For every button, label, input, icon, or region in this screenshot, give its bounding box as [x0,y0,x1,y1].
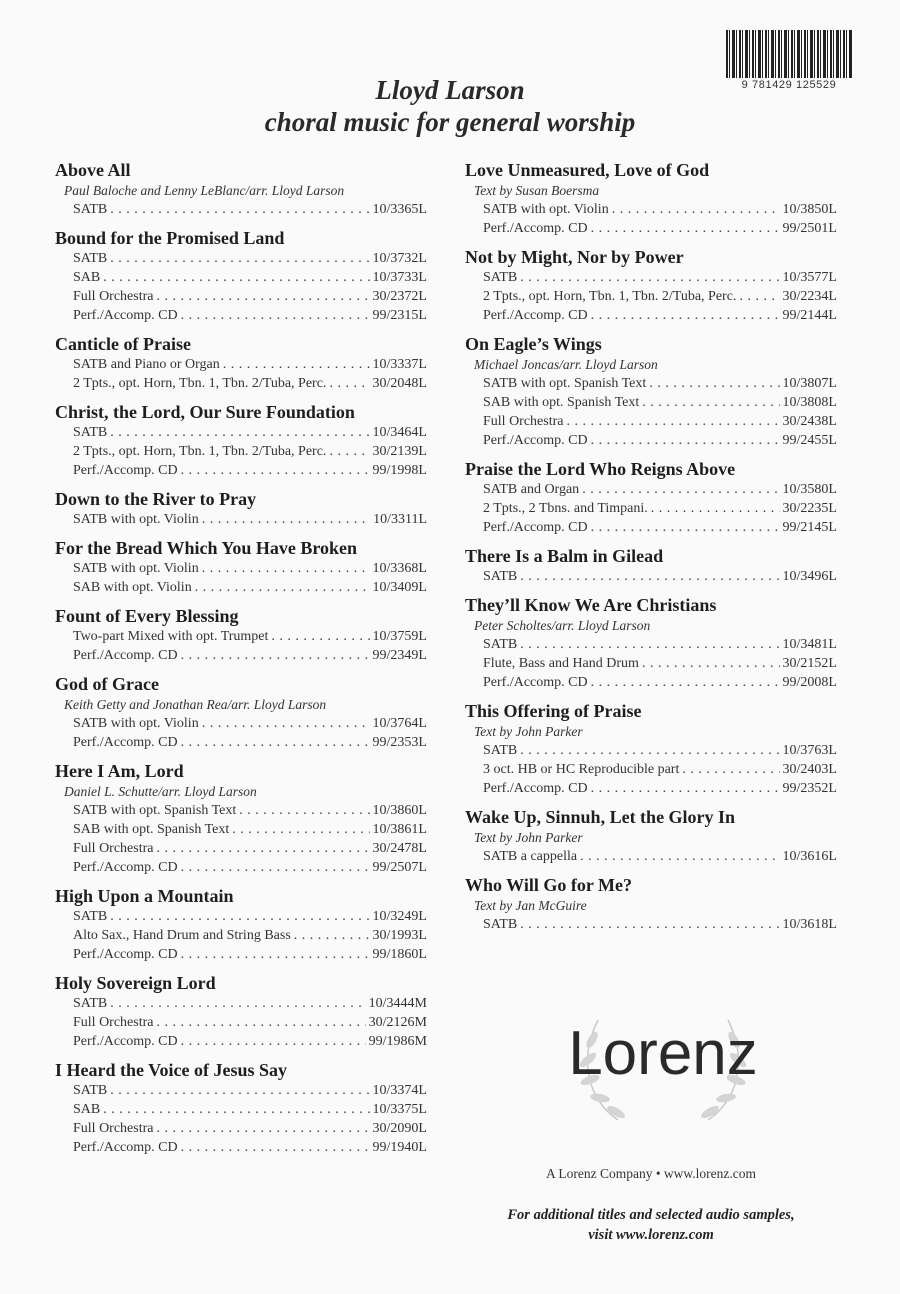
catalog-number: 10/3759L [372,629,427,644]
edition-row [55,1013,427,1032]
dot-leader [181,858,370,877]
catalog-number: 99/2501L [782,221,837,236]
edition-row [55,442,427,461]
edition-row [55,627,427,646]
edition-label: SATB [73,202,108,217]
dot-leader [520,635,779,654]
edition-label: Flute, Bass and Hand Drum [483,656,639,671]
page-subtitle: choral music for general worship [264,107,636,137]
catalog-entry [55,886,427,964]
entry-title: Not by Might, Nor by Power [465,247,684,267]
edition-label: SAB [73,1102,101,1117]
catalog-number: 99/1998L [372,463,427,478]
edition-row [465,635,837,654]
edition-label: SATB [73,909,108,924]
entry-title: Wake Up, Sinnuh, Let the Glory In [465,807,736,827]
edition-row [55,1032,427,1051]
dot-leader [202,714,370,733]
edition-row [55,249,427,268]
catalog-entry [465,875,837,934]
dot-leader [591,219,780,238]
dot-leader [271,627,369,646]
catalog-number: 30/2403L [782,762,837,777]
catalog-number: 10/3616L [782,849,837,864]
edition-label: SAB with opt. Spanish Text [483,395,640,410]
edition-row [55,287,427,306]
catalog-number: 10/3618L [782,917,837,932]
entry-title: This Offering of Praise [465,701,642,721]
catalog-number: 10/3807L [782,376,837,391]
dot-leader [591,431,780,450]
dot-leader [202,559,370,578]
dot-leader [202,510,370,529]
catalog-number: 10/3374L [372,1083,427,1098]
entry-title: God of Grace [55,674,159,694]
dot-leader [223,355,370,374]
catalog-number: 10/3464L [372,425,427,440]
edition-row [55,994,427,1013]
entry-title: Down to the River to Pray [55,489,257,509]
catalog-number: 10/3496L [782,569,837,584]
catalog-number: 99/2144L [782,308,837,323]
catalog-entry [465,334,837,450]
catalog-number: 99/1940L [372,1140,427,1155]
catalog-entry [55,489,427,529]
edition-label: SATB with opt. Spanish Text [73,803,237,818]
entry-credit: Paul Baloche and Lenny LeBlanc/arr. Lloyd Larson [64,183,345,198]
catalog-number: 10/3249L [372,909,427,924]
edition-label: SATB [483,270,518,285]
edition-row [55,200,427,219]
edition-row [55,646,427,665]
catalog-number: 99/2315L [372,308,427,323]
edition-row [55,839,427,858]
edition-row [465,200,837,219]
dot-leader [103,1100,369,1119]
catalog-entry [465,595,837,692]
entry-credit: Text by Jan McGuire [474,898,587,913]
edition-label: Full Orchestra [483,414,564,429]
catalog-number: 10/3375L [372,1102,427,1117]
catalog-number: 10/3733L [372,270,427,285]
catalog-entry [465,807,837,866]
dot-leader [520,915,779,934]
entry-title: Who Will Go for Me? [465,875,633,895]
edition-label: 2 Tpts., opt. Horn, Tbn. 1, Tbn. 2/Tuba, Perc. [73,444,327,459]
catalog-number: 10/3311L [373,512,427,527]
dot-leader [195,578,370,597]
edition-label: Full Orchestra [73,841,154,856]
visit-line-2: visit www.lorenz.com [588,1227,714,1243]
edition-row [55,907,427,926]
edition-row [55,820,427,839]
dot-leader [181,646,370,665]
edition-row [55,733,427,752]
catalog-entry [465,247,837,325]
entry-title: I Heard the Voice of Jesus Say [55,1060,288,1080]
dot-leader [156,1119,369,1138]
edition-row [55,510,427,529]
edition-row [55,1119,427,1138]
edition-label: SATB [73,996,108,1011]
dot-leader [110,1081,369,1100]
edition-label: 2 Tpts., opt. Horn, Tbn. 1, Tbn. 2/Tuba, Perc. [73,376,327,391]
entry-title: Bound for the Promised Land [55,228,285,248]
entry-title: Holy Sovereign Lord [55,973,216,993]
catalog-number: 99/2349L [372,648,427,663]
catalog-entry [465,459,837,537]
edition-row [55,374,427,393]
edition-label: Two-part Mixed with opt. Trumpet [73,629,269,644]
catalog-number: 99/1986M [368,1034,427,1049]
edition-row [55,423,427,442]
dot-leader [110,249,369,268]
edition-row [465,915,837,934]
entry-title: High Upon a Mountain [55,886,234,906]
edition-label: Perf./Accomp. CD [483,520,588,535]
dot-leader [582,480,779,499]
edition-label: 3 oct. HB or HC Reproducible part [483,762,680,777]
catalog-entry [55,1060,427,1157]
dot-leader [329,374,369,393]
catalog-number: 30/2478L [372,841,427,856]
barcode-number: 9 781429 125529 [741,79,837,91]
dot-leader [156,287,369,306]
edition-row [55,1138,427,1157]
edition-label: SATB [483,917,518,932]
entry-title: Canticle of Praise [55,334,191,354]
dot-leader [649,374,779,393]
catalog-number: 99/2455L [782,433,837,448]
edition-row [465,567,837,586]
entry-title: They’ll Know We Are Christians [465,595,717,615]
edition-label: SATB [73,425,108,440]
catalog-number: 30/2126M [368,1015,427,1030]
edition-row [465,673,837,692]
catalog-number: 10/3808L [782,395,837,410]
right-column [465,160,837,943]
catalog-number: 10/3763L [782,743,837,758]
dot-leader [181,461,370,480]
edition-label: SATB [483,743,518,758]
catalog-number: 99/1860L [372,947,427,962]
edition-row [55,461,427,480]
edition-row [465,654,837,673]
dot-leader [520,741,779,760]
edition-label: 2 Tpts., 2 Tbns. and Timpani. [483,501,648,516]
edition-row [465,431,837,450]
catalog-number: 99/2353L [372,735,427,750]
catalog-number: 99/2008L [782,675,837,690]
entry-title: Here I Am, Lord [55,761,184,781]
dot-leader [739,287,779,306]
entry-credit: Peter Scholtes/arr. Lloyd Larson [474,618,651,633]
dot-leader [232,820,369,839]
edition-label: Full Orchestra [73,289,154,304]
catalog-number: 30/2372L [372,289,427,304]
dot-leader [181,945,370,964]
barcode-bars [726,30,852,78]
edition-label: SATB [73,251,108,266]
edition-label: Perf./Accomp. CD [73,947,178,962]
dot-leader [239,801,369,820]
edition-label: SATB a cappella [483,849,578,864]
dot-leader [580,847,779,866]
edition-label: SATB with opt. Spanish Text [483,376,647,391]
edition-row [55,1081,427,1100]
edition-row [465,412,837,431]
lorenz-logo-word: Lorenz [568,1019,758,1088]
dot-leader [181,1138,370,1157]
edition-row [465,393,837,412]
catalog-entry [55,973,427,1051]
dot-leader [110,423,369,442]
dot-leader [156,1013,365,1032]
dot-leader [591,673,780,692]
catalog-number: 10/3577L [782,270,837,285]
catalog-number: 10/3481L [782,637,837,652]
catalog-number: 10/3732L [372,251,427,266]
dot-leader [591,779,780,798]
catalog-number: 30/2152L [782,656,837,671]
edition-row [55,559,427,578]
catalog-number: 10/3368L [372,561,427,576]
edition-row [465,741,837,760]
edition-label: SATB [483,637,518,652]
edition-row [55,858,427,877]
catalog-number: 10/3580L [782,482,837,497]
edition-label: SAB [73,270,101,285]
dot-leader [110,994,365,1013]
edition-label: SATB [73,1083,108,1098]
edition-label: SATB with opt. Violin [483,202,609,217]
edition-label: Perf./Accomp. CD [483,308,588,323]
catalog-number: 10/3764L [372,716,427,731]
dot-leader [651,499,780,518]
catalog-entry [55,674,427,752]
entry-credit: Text by John Parker [474,724,583,739]
catalog-number: 99/2145L [782,520,837,535]
entry-credit: Text by Susan Boersma [474,183,600,198]
edition-label: Perf./Accomp. CD [73,1140,178,1155]
entry-title: Love Unmeasured, Love of God [465,160,710,180]
edition-row [55,355,427,374]
edition-label: Perf./Accomp. CD [483,675,588,690]
edition-label: 2 Tpts., opt. Horn, Tbn. 1, Tbn. 2/Tuba, Perc. [483,289,737,304]
catalog-number: 99/2507L [372,860,427,875]
dot-leader [294,926,370,945]
catalog-number: 10/3444M [368,996,427,1011]
catalog-entry [465,701,837,798]
dot-leader [591,518,780,537]
edition-label: Perf./Accomp. CD [483,433,588,448]
edition-label: SATB with opt. Violin [73,561,199,576]
edition-label: Full Orchestra [73,1015,154,1030]
edition-row [465,847,837,866]
catalog-number: 10/3860L [372,803,427,818]
edition-row [55,1100,427,1119]
page-title: Lloyd Larson [375,75,525,105]
dot-leader [612,200,780,219]
catalog-number: 10/3337L [372,357,427,372]
edition-label: SATB and Organ [483,482,580,497]
dot-leader [520,567,779,586]
dot-leader [103,268,369,287]
edition-label: SATB with opt. Violin [73,716,199,731]
catalog-number: 30/2090L [372,1121,427,1136]
edition-label: Perf./Accomp. CD [483,221,588,236]
edition-row [55,268,427,287]
company-line: A Lorenz Company • www.lorenz.com [545,1166,757,1181]
catalog-entry [55,761,427,877]
catalog-entry [55,402,427,480]
edition-row [55,714,427,733]
edition-row [55,945,427,964]
edition-label: Perf./Accomp. CD [73,735,178,750]
edition-row [55,801,427,820]
visit-note [465,1205,837,1245]
entry-credit: Michael Joncas/arr. Lloyd Larson [474,357,658,372]
dot-leader [110,907,369,926]
catalog-entry [55,538,427,597]
edition-label: SATB and Piano or Organ [73,357,220,372]
entry-title: There Is a Balm in Gilead [465,546,664,566]
edition-label: Perf./Accomp. CD [73,463,178,478]
entry-title: Fount of Every Blessing [55,606,239,626]
edition-label: Alto Sax., Hand Drum and String Bass [73,928,291,943]
entry-title: For the Bread Which You Have Broken [55,538,358,558]
edition-label: SAB with opt. Spanish Text [73,822,230,837]
edition-row [55,578,427,597]
catalog-number: 30/2235L [782,501,837,516]
dot-leader [329,442,369,461]
edition-label: SATB with opt. Violin [73,512,199,527]
dot-leader [181,306,370,325]
entry-title: On Eagle’s Wings [465,334,602,354]
entry-credit: Keith Getty and Jonathan Rea/arr. Lloyd Larson [64,697,327,712]
edition-label: SATB [483,569,518,584]
catalog-entry [55,160,427,219]
catalog-number: 30/2438L [782,414,837,429]
catalog-number: 30/2234L [782,289,837,304]
edition-row [465,760,837,779]
dot-leader [156,839,369,858]
dot-leader [642,393,779,412]
entry-title: Above All [55,160,131,180]
edition-row [465,287,837,306]
catalog-number: 30/2139L [372,444,427,459]
lorenz-logo [548,980,778,1140]
edition-row [465,518,837,537]
catalog-entry [465,160,837,238]
dot-leader [566,412,779,431]
dot-leader [591,306,780,325]
dot-leader [520,268,779,287]
edition-label: Perf./Accomp. CD [73,1034,178,1049]
edition-label: SAB with opt. Violin [73,580,192,595]
catalog-number: 10/3365L [372,202,427,217]
catalog-number: 10/3850L [782,202,837,217]
edition-row [465,480,837,499]
edition-row [465,306,837,325]
edition-row [55,306,427,325]
edition-row [465,499,837,518]
dot-leader [110,200,369,219]
entry-credit: Text by John Parker [474,830,583,845]
dot-leader [181,733,370,752]
edition-label: Full Orchestra [73,1121,154,1136]
edition-row [55,926,427,945]
edition-label: Perf./Accomp. CD [73,860,178,875]
left-column [55,160,427,1166]
catalog-entry [55,334,427,393]
catalog-entry [55,228,427,325]
catalog-entry [465,546,837,586]
edition-label: Perf./Accomp. CD [73,648,178,663]
edition-row [465,219,837,238]
edition-row [465,779,837,798]
catalog-number: 30/2048L [372,376,427,391]
edition-label: Perf./Accomp. CD [73,308,178,323]
entry-title: Christ, the Lord, Our Sure Foundation [55,402,355,422]
entry-title: Praise the Lord Who Reigns Above [465,459,736,479]
dot-leader [642,654,780,673]
dot-leader [181,1032,366,1051]
dot-leader [682,760,779,779]
catalog-number: 30/1993L [372,928,427,943]
edition-row [465,374,837,393]
catalog-number: 10/3409L [372,580,427,595]
edition-row [465,268,837,287]
catalog-number: 10/3861L [372,822,427,837]
visit-line-1: For additional titles and selected audio samples, [507,1207,795,1223]
edition-label: Perf./Accomp. CD [483,781,588,796]
catalog-entry [55,606,427,665]
entry-credit: Daniel L. Schutte/arr. Lloyd Larson [64,784,257,799]
catalog-number: 99/2352L [782,781,837,796]
